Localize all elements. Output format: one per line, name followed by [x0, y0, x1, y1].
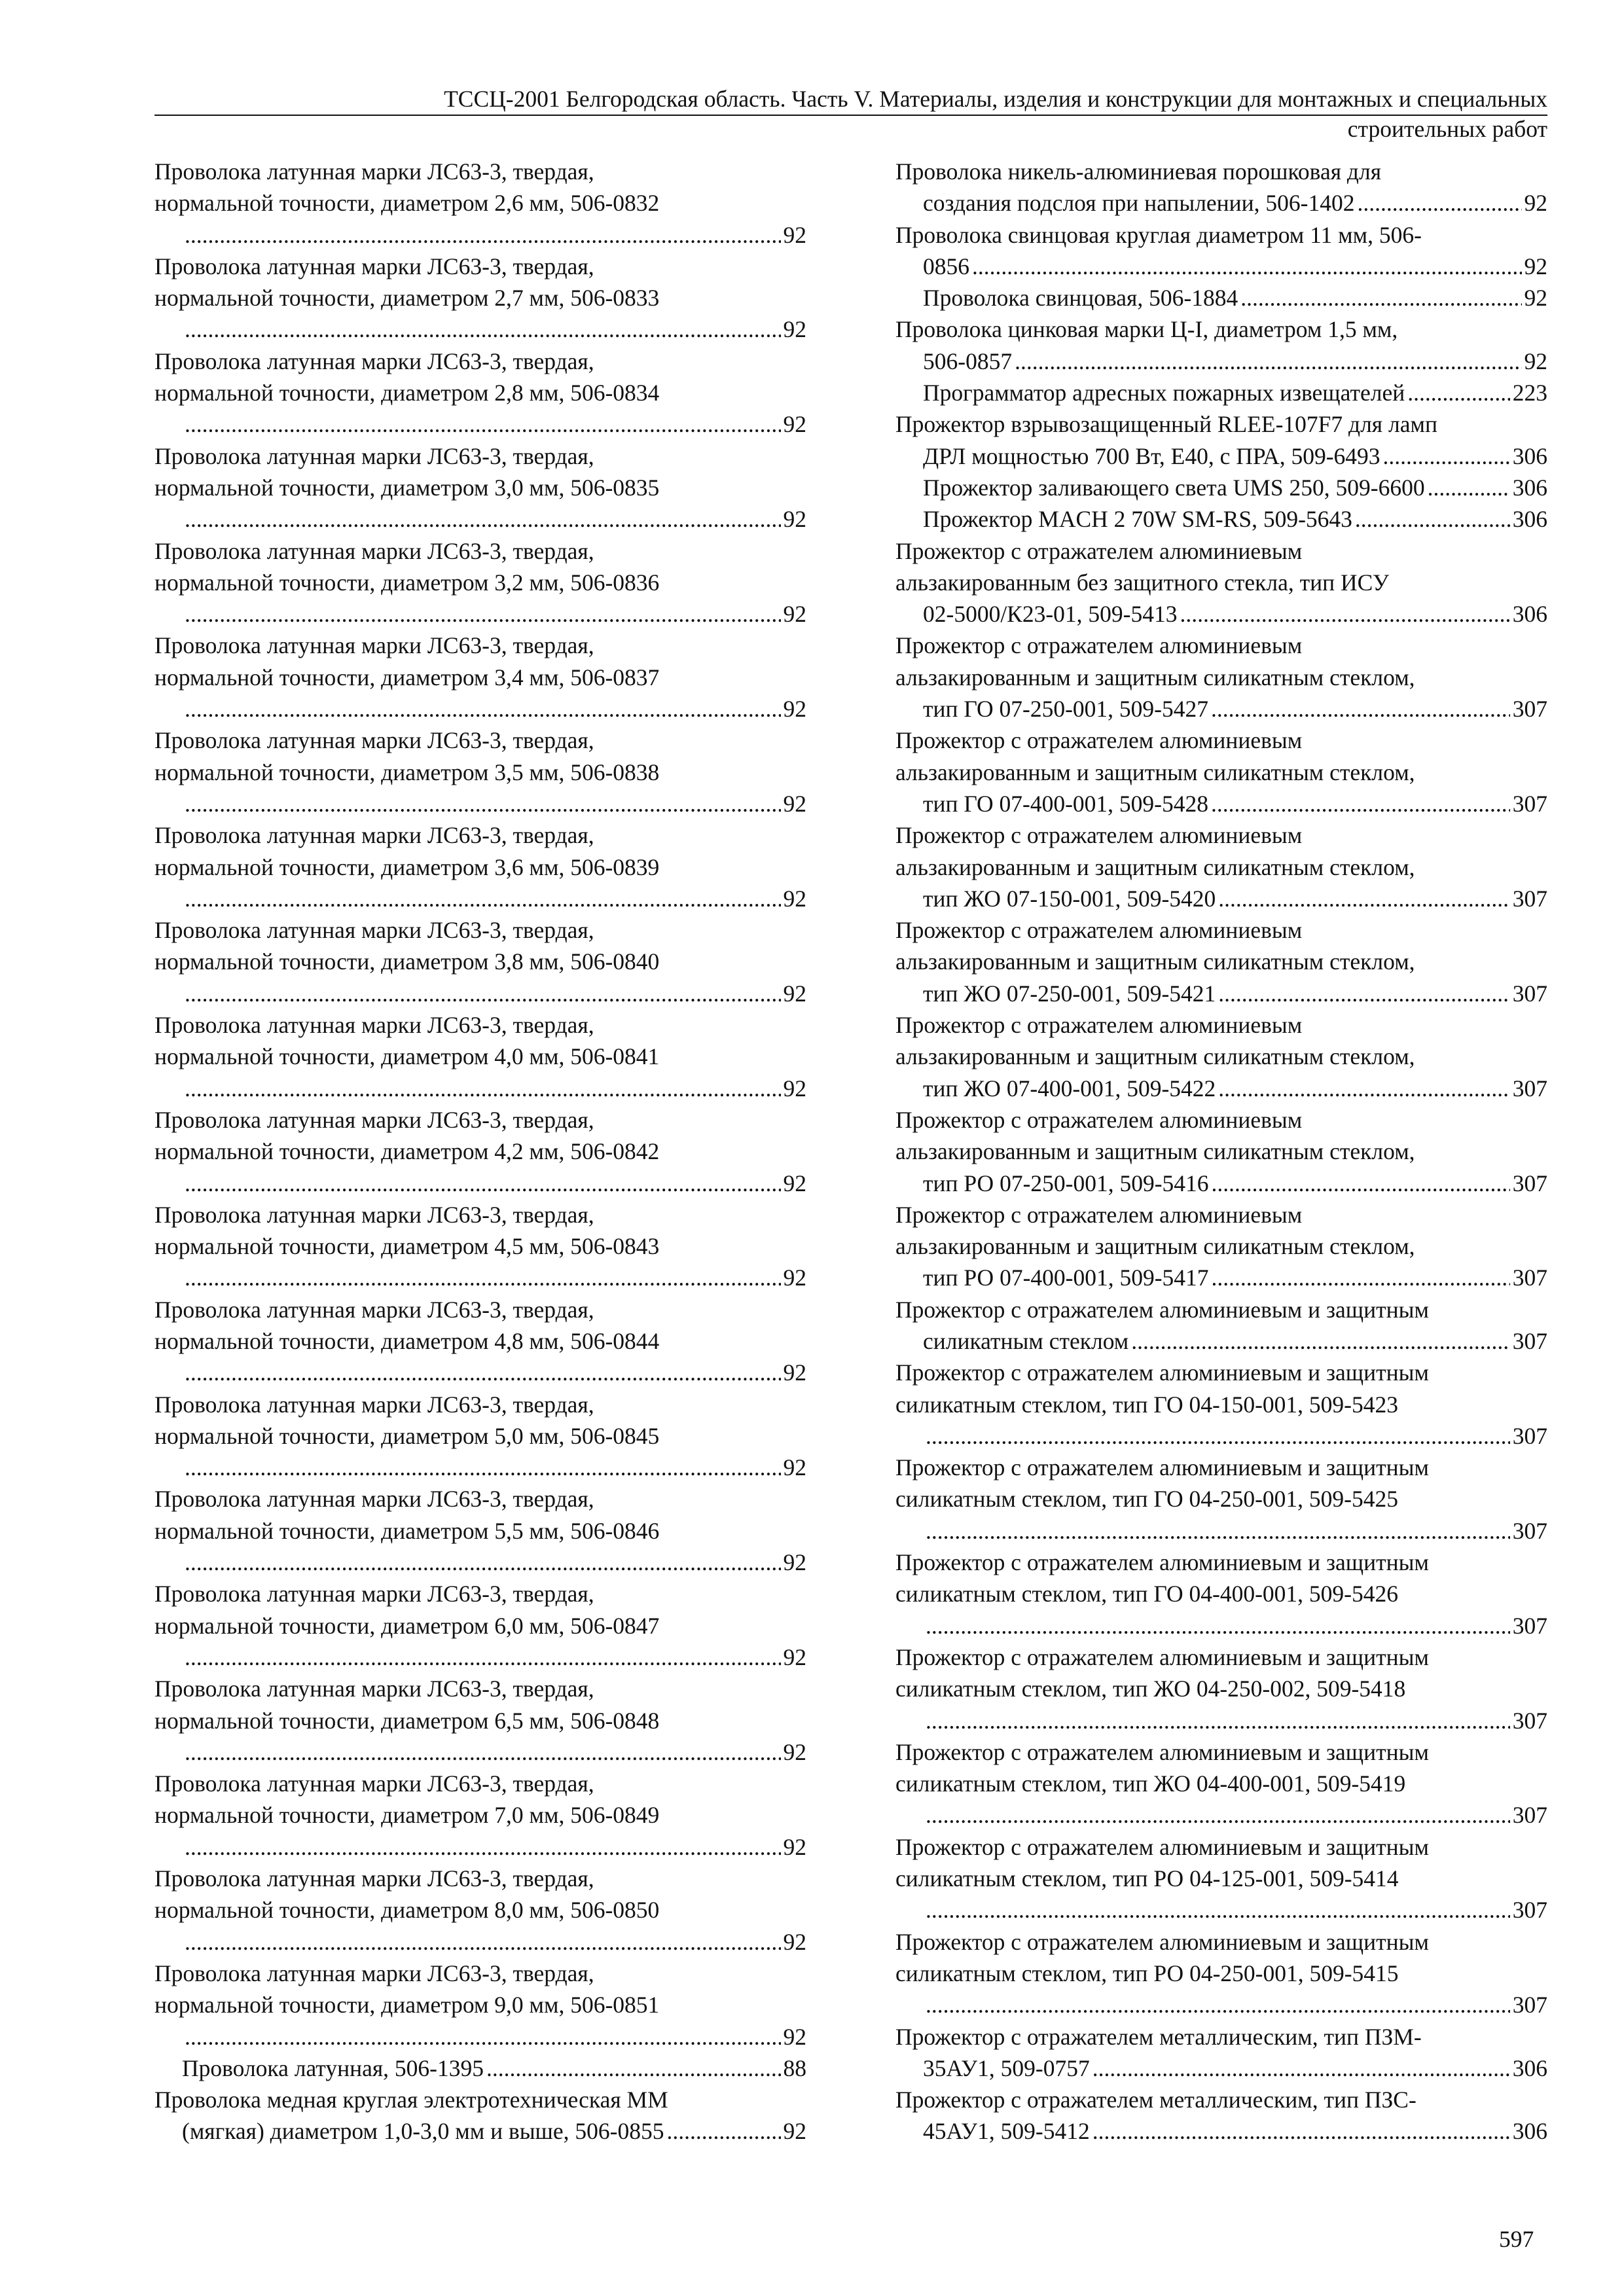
entry-text-line: альзакированным и защитным силикатным стеклом, — [895, 948, 1415, 975]
entry-page-number: 92 — [783, 1549, 806, 1576]
entry-text-line: Проволока латунная марки ЛС63-3, твердая, — [154, 348, 594, 374]
index-entry — [154, 1863, 806, 1958]
entry-text-line: нормальной точности, диаметром 4,5 мм, 506-0843 — [154, 1233, 660, 1260]
dot-leader — [1358, 187, 1522, 219]
entry-text-line: Прожектор с отражателем алюминиевым — [895, 1012, 1303, 1039]
entry-page-number: 92 — [783, 1075, 806, 1102]
index-entry — [895, 314, 1547, 377]
dot-leader — [926, 1515, 1510, 1547]
entry-leader-line — [923, 377, 1547, 408]
entry-leader-line — [923, 1325, 1547, 1357]
entry-leader-line — [182, 503, 806, 535]
entry-text-line: нормальной точности, диаметром 3,6 мм, 506-0839 — [154, 853, 660, 880]
entry-text-line: нормальной точности, диаметром 6,0 мм, 506-0847 — [154, 1612, 660, 1639]
dot-leader — [1015, 346, 1521, 377]
entry-leader-line — [923, 346, 1547, 377]
entry-leader-line — [923, 187, 1547, 219]
entry-text-line: альзакированным и защитным силикатным стеклом, — [895, 853, 1415, 880]
entry-text-line: Проволока никель-алюминиевая порошковая для — [895, 158, 1382, 185]
index-entry — [895, 1104, 1547, 1199]
index-entry — [154, 630, 806, 725]
entry-text-line: Проволока латунная марки ЛС63-3, твердая, — [154, 442, 594, 469]
entry-page-number: 92 — [783, 1928, 806, 1955]
entry-leader-line — [923, 598, 1547, 630]
entry-page-number: 306 — [1512, 442, 1547, 469]
entry-text-line: нормальной точности, диаметром 6,5 мм, 506-0848 — [154, 1707, 660, 1734]
entry-text-line: Проволока свинцовая, 506-1884 — [923, 285, 1238, 312]
entry-leader-line — [923, 1073, 1547, 1104]
entry-text-line: нормальной точности, диаметром 4,8 мм, 506-0844 — [154, 1327, 660, 1354]
index-entry — [154, 2084, 806, 2147]
entry-text-line: силикатным стеклом, тип ГО 04-400-001, 509-5426 — [895, 1581, 1398, 1607]
entry-page-number: 92 — [1524, 348, 1547, 374]
dot-leader — [185, 978, 781, 1009]
dot-leader — [972, 251, 1522, 282]
entry-leader-line — [182, 1831, 806, 1863]
entry-text-line: нормальной точности, диаметром 7,0 мм, 506-0849 — [154, 1802, 660, 1829]
entry-leader-line — [182, 883, 806, 914]
dot-leader — [1211, 693, 1510, 725]
entry-text-line: 45АУ1, 509-5412 — [923, 2118, 1090, 2145]
entry-text-line: Прожектор с отражателем алюминиевым — [895, 727, 1303, 754]
entry-text-line: нормальной точности, диаметром 5,5 мм, 506-0846 — [154, 1517, 660, 1544]
dot-leader — [1092, 2053, 1510, 2084]
entry-text-line: Программатор адресных пожарных извещателей — [923, 380, 1405, 406]
entry-text-line: Проволока латунная марки ЛС63-3, твердая, — [154, 632, 594, 659]
dot-leader — [1212, 1168, 1510, 1199]
entry-text-line: Проволока свинцовая круглая диаметром 11 мм, 506- — [895, 221, 1422, 248]
index-entry — [154, 2053, 806, 2084]
entry-leader-line — [923, 1705, 1547, 1736]
entry-text-line: Проволока латунная марки ЛС63-3, твердая, — [154, 1012, 594, 1039]
index-entry — [154, 1199, 806, 1294]
entry-leader-line — [182, 1073, 806, 1104]
entry-text-line: Проволока латунная, 506-1395 — [182, 2054, 484, 2081]
entry-page-number: 307 — [1512, 885, 1547, 912]
entry-page-number: 307 — [1512, 1422, 1547, 1449]
entry-page-number: 92 — [783, 316, 806, 343]
entry-text-line: нормальной точности, диаметром 3,8 мм, 506-0840 — [154, 948, 660, 975]
entry-text-line: альзакированным без защитного стекла, тип ИСУ — [895, 569, 1389, 596]
entry-text-line: силикатным стеклом, тип ГО 04-150-001, 509-5423 — [895, 1391, 1398, 1418]
index-entry — [895, 1641, 1547, 1736]
entry-text-line: тип ГО 07-250-001, 509-5427 — [923, 696, 1209, 723]
entry-page-number: 92 — [783, 2023, 806, 2050]
entry-page-number: 307 — [1512, 1707, 1547, 1734]
dot-leader — [185, 1736, 781, 1768]
entry-page-number: 92 — [783, 2118, 806, 2145]
index-entry — [154, 1673, 806, 1768]
entry-page-number: 306 — [1512, 2118, 1547, 2145]
entry-text-line: Проволока латунная марки ЛС63-3, твердая, — [154, 1676, 594, 1702]
entry-page-number: 92 — [783, 1454, 806, 1481]
entry-text-line: нормальной точности, диаметром 3,4 мм, 506-0837 — [154, 664, 660, 691]
dot-leader — [926, 1989, 1510, 2020]
index-entry — [895, 535, 1547, 630]
header-title-line-2: строительных работ — [1347, 116, 1547, 142]
entry-text-line: Прожектор с отражателем алюминиевым — [895, 1106, 1303, 1133]
entry-text-line: альзакированным и защитным силикатным стеклом, — [895, 759, 1415, 785]
entry-text-line: нормальной точности, диаметром 9,0 мм, 506-0851 — [154, 1992, 660, 2018]
entry-leader-line — [923, 883, 1547, 914]
entry-text-line: Прожектор с отражателем алюминиевым — [895, 537, 1303, 564]
entry-page-number: 92 — [783, 506, 806, 533]
page-header — [154, 84, 1547, 144]
dot-leader — [926, 1799, 1510, 1831]
index-entry — [895, 1294, 1547, 1357]
entry-leader-line — [182, 693, 806, 725]
entry-page-number: 306 — [1512, 506, 1547, 533]
entry-text-line: альзакированным и защитным силикатным стеклом, — [895, 1043, 1415, 1070]
dot-leader — [1383, 440, 1510, 472]
index-entry — [154, 1483, 806, 1578]
index-entry — [895, 1831, 1547, 1926]
entry-text-line: нормальной точности, диаметром 2,6 мм, 506-0832 — [154, 190, 660, 217]
entry-text-line: нормальной точности, диаметром 5,0 мм, 506-0845 — [154, 1422, 660, 1449]
dot-leader — [185, 693, 781, 725]
entry-leader-line — [182, 1641, 806, 1673]
entry-page-number: 92 — [783, 1833, 806, 1860]
entry-page-number: 92 — [783, 885, 806, 912]
dot-leader — [926, 1705, 1510, 1736]
entry-text-line: Проволока латунная марки ЛС63-3, твердая, — [154, 1486, 594, 1513]
entry-text-line: Проволока латунная марки ЛС63-3, твердая, — [154, 1581, 594, 1607]
entry-text-line: альзакированным и защитным силикатным стеклом, — [895, 1233, 1415, 1260]
entry-page-number: 307 — [1512, 1327, 1547, 1354]
dot-leader — [1092, 2115, 1510, 2147]
dot-leader — [926, 1420, 1510, 1452]
entry-page-number: 92 — [783, 1359, 806, 1386]
entry-text-line: Проволока латунная марки ЛС63-3, твердая, — [154, 1296, 594, 1323]
index-entry — [154, 1578, 806, 1673]
header-rule — [154, 115, 1547, 116]
dot-leader — [1131, 1325, 1510, 1357]
entry-text-line: Прожектор с отражателем алюминиевым и защитным — [895, 1738, 1429, 1765]
entry-text-line: 02-5000/К23-01, 509-5413 — [923, 601, 1178, 628]
entry-text-line: нормальной точности, диаметром 3,0 мм, 506-0835 — [154, 474, 660, 501]
entry-page-number: 307 — [1512, 1897, 1547, 1924]
entry-leader-line — [923, 2115, 1547, 2147]
entry-leader-line — [182, 978, 806, 1009]
entry-leader-line — [923, 1610, 1547, 1641]
entry-leader-line — [923, 1168, 1547, 1199]
dot-leader — [185, 314, 781, 345]
index-entry — [154, 440, 806, 535]
index-entry — [895, 2084, 1547, 2147]
entry-leader-line — [923, 472, 1547, 503]
entry-page-number: 92 — [783, 601, 806, 628]
entry-text-line: Проволока латунная марки ЛС63-3, твердая, — [154, 1770, 594, 1797]
dot-leader — [1428, 472, 1510, 503]
dot-leader — [185, 788, 781, 819]
entry-text-line: Проволока латунная марки ЛС63-3, твердая, — [154, 1960, 594, 1986]
entry-text-line: Прожектор с отражателем алюминиевым и защитным — [895, 1359, 1429, 1386]
index-entry — [154, 1104, 806, 1199]
entry-leader-line — [923, 1262, 1547, 1293]
index-entry — [895, 1736, 1547, 1831]
entry-text-line: Прожектор с отражателем алюминиевым и защитным — [895, 1643, 1429, 1670]
entry-text-line: Прожектор с отражателем алюминиевым и защитным — [895, 1928, 1429, 1955]
entry-page-number: 306 — [1512, 2054, 1547, 2081]
entry-leader-line — [182, 314, 806, 345]
entry-text-line: 35АУ1, 509-0757 — [923, 2054, 1090, 2081]
entry-text-line: нормальной точности, диаметром 3,5 мм, 506-0838 — [154, 759, 660, 785]
index-entry — [895, 1547, 1547, 1641]
dot-leader — [185, 1926, 781, 1958]
entry-page-number: 92 — [783, 411, 806, 438]
entry-leader-line — [923, 282, 1547, 314]
entry-page-number: 307 — [1512, 1265, 1547, 1291]
entry-text-line: Проволока латунная марки ЛС63-3, твердая, — [154, 822, 594, 849]
entry-leader-line — [923, 503, 1547, 535]
entry-leader-line — [182, 788, 806, 819]
dot-leader — [926, 1894, 1510, 1926]
entry-text-line: альзакированным и защитным силикатным стеклом, — [895, 1138, 1415, 1165]
entry-text-line: силикатным стеклом, тип ГО 04-250-001, 509-5425 — [895, 1486, 1398, 1513]
entry-leader-line — [182, 219, 806, 251]
entry-text-line: Проволока латунная марки ЛС63-3, твердая, — [154, 253, 594, 279]
index-entry — [895, 1009, 1547, 1104]
entry-page-number: 307 — [1512, 696, 1547, 723]
index-entry — [895, 408, 1547, 472]
entry-leader-line — [923, 693, 1547, 725]
entry-text-line: тип ЖО 07-150-001, 509-5420 — [923, 885, 1216, 912]
entry-text-line: Проволока латунная марки ЛС63-3, твердая, — [154, 727, 594, 754]
entry-leader-line — [923, 1989, 1547, 2020]
index-entry — [154, 535, 806, 630]
entry-text-line: Проволока медная круглая электротехническая ММ — [154, 2087, 668, 2113]
dot-leader — [185, 219, 781, 251]
entry-text-line: Прожектор MACH 2 70W SM-RS, 509-5643 — [923, 506, 1352, 533]
entry-text-line: тип РО 07-250-001, 509-5416 — [923, 1170, 1209, 1196]
entry-page-number: 307 — [1512, 980, 1547, 1007]
entry-leader-line — [182, 2021, 806, 2053]
dot-leader — [185, 883, 781, 914]
index-entry — [154, 1294, 806, 1389]
dot-leader — [1355, 503, 1510, 535]
index-entry — [154, 725, 806, 819]
entry-text-line: Проволока латунная марки ЛС63-3, твердая, — [154, 917, 594, 944]
entry-leader-line — [923, 1799, 1547, 1831]
entry-text-line: силикатным стеклом, тип ЖО 04-400-001, 509-5419 — [895, 1770, 1406, 1797]
entry-text-line: силикатным стеклом, тип ЖО 04-250-002, 509-5418 — [895, 1676, 1406, 1702]
dot-leader — [185, 1831, 781, 1863]
dot-leader — [185, 2021, 781, 2053]
dot-leader — [1212, 1262, 1510, 1293]
entry-page-number: 92 — [783, 1265, 806, 1291]
entry-page-number: 88 — [783, 2054, 806, 2081]
entry-page-number: 92 — [783, 1170, 806, 1196]
entry-text-line: Прожектор с отражателем алюминиевым — [895, 822, 1303, 849]
dot-leader — [185, 1168, 781, 1199]
entry-page-number: 307 — [1512, 1075, 1547, 1102]
entry-leader-line — [923, 440, 1547, 472]
entry-text-line: нормальной точности, диаметром 2,8 мм, 506-0834 — [154, 380, 660, 406]
entry-text-line: Прожектор с отражателем металлическим, тип ПЗС- — [895, 2087, 1416, 2113]
entry-text-line: Проволока латунная марки ЛС63-3, твердая, — [154, 537, 594, 564]
header-title-line-1: ТССЦ-2001 Белгородская область. Часть V. Материалы, изделия и конструкции для монтажных и специальных — [444, 86, 1547, 112]
index-entry — [154, 1958, 806, 2053]
entry-page-number: 92 — [1524, 285, 1547, 312]
entry-text-line: Прожектор заливающего света UMS 250, 509-6600 — [923, 474, 1425, 501]
entry-text-line: Прожектор с отражателем алюминиевым и защитным — [895, 1549, 1429, 1576]
index-entry — [154, 1768, 806, 1863]
entry-leader-line — [923, 1420, 1547, 1452]
entry-page-number: 306 — [1512, 474, 1547, 501]
entry-text-line: тип ЖО 07-400-001, 509-5422 — [923, 1075, 1216, 1102]
entry-text-line: Прожектор с отражателем алюминиевым — [895, 917, 1303, 944]
index-entry — [895, 819, 1547, 914]
entry-text-line: Прожектор взрывозащищенный RLEE-107F7 для ламп — [895, 411, 1437, 438]
entry-page-number: 223 — [1512, 380, 1547, 406]
entry-page-number: 92 — [783, 790, 806, 817]
dot-leader — [185, 1262, 781, 1293]
entry-text-line: ДРЛ мощностью 700 Вт, Е40, с ПРА, 509-6493 — [923, 442, 1380, 469]
entry-leader-line — [182, 1168, 806, 1199]
entry-leader-line — [923, 788, 1547, 819]
index-entry — [895, 725, 1547, 819]
index-entry — [895, 282, 1547, 314]
entry-page-number: 92 — [783, 1738, 806, 1765]
entry-page-number: 92 — [783, 696, 806, 723]
entry-page-number: 92 — [1524, 190, 1547, 217]
dot-leader — [1240, 282, 1521, 314]
entry-text-line: Прожектор с отражателем алюминиевым — [895, 1201, 1303, 1228]
index-entry — [895, 156, 1547, 219]
entry-text-line: Проволока латунная марки ЛС63-3, твердая, — [154, 1865, 594, 1892]
entry-leader-line — [182, 1357, 806, 1388]
entry-page-number: 307 — [1512, 1992, 1547, 2018]
entry-text-line: (мягкая) диаметром 1,0-3,0 мм и выше, 506-0855 — [182, 2118, 664, 2145]
entry-leader-line — [923, 1894, 1547, 1926]
entry-text-line: Прожектор с отражателем алюминиевым — [895, 632, 1303, 659]
dot-leader — [486, 2053, 781, 2084]
dot-leader — [185, 1452, 781, 1483]
dot-leader — [1407, 377, 1510, 408]
page-number: 597 — [1499, 2226, 1534, 2252]
dot-leader — [185, 503, 781, 535]
dot-leader — [185, 1547, 781, 1578]
entry-text-line: нормальной точности, диаметром 3,2 мм, 506-0836 — [154, 569, 660, 596]
index-entry — [895, 630, 1547, 725]
entry-text-line: нормальной точности, диаметром 8,0 мм, 506-0850 — [154, 1897, 660, 1924]
entry-text-line: силикатным стеклом, тип РО 04-250-001, 509-5415 — [895, 1960, 1399, 1986]
entry-leader-line — [182, 2115, 806, 2147]
entry-leader-line — [923, 1515, 1547, 1547]
entry-text-line: тип ЖО 07-250-001, 509-5421 — [923, 980, 1216, 1007]
index-entry — [154, 914, 806, 1009]
entry-leader-line — [923, 2053, 1547, 2084]
dot-leader — [926, 1610, 1510, 1641]
entry-leader-line — [182, 1262, 806, 1293]
dot-leader — [1211, 788, 1510, 819]
entry-page-number: 307 — [1512, 790, 1547, 817]
entry-text-line: Проволока латунная марки ЛС63-3, твердая, — [154, 1391, 594, 1418]
entry-text-line: тип ГО 07-400-001, 509-5428 — [923, 790, 1209, 817]
index-entry — [154, 156, 806, 251]
dot-leader — [185, 1357, 781, 1388]
index-column-right — [895, 156, 1547, 2147]
entry-leader-line — [923, 978, 1547, 1009]
entry-text-line: нормальной точности, диаметром 4,2 мм, 506-0842 — [154, 1138, 660, 1165]
entry-page-number: 307 — [1512, 1170, 1547, 1196]
index-entry — [154, 346, 806, 440]
entry-leader-line — [923, 251, 1547, 282]
index-entry — [895, 377, 1547, 408]
entry-leader-line — [182, 2053, 806, 2084]
entry-text-line: Проволока латунная марки ЛС63-3, твердая, — [154, 1106, 594, 1133]
entry-page-number: 307 — [1512, 1612, 1547, 1639]
dot-leader — [1218, 978, 1509, 1009]
entry-text-line: 0856 — [923, 253, 969, 279]
entry-text-line: нормальной точности, диаметром 4,0 мм, 506-0841 — [154, 1043, 660, 1070]
entry-text-line: Проволока латунная марки ЛС63-3, твердая, — [154, 158, 594, 185]
index-entry — [895, 914, 1547, 1009]
entry-text-line: Прожектор с отражателем алюминиевым и защитным — [895, 1296, 1429, 1323]
entry-text-line: Прожектор с отражателем металлическим, тип ПЗМ- — [895, 2023, 1422, 2050]
entry-leader-line — [182, 1547, 806, 1578]
dot-leader — [185, 1073, 781, 1104]
dot-leader — [1218, 1073, 1509, 1104]
entry-leader-line — [182, 1926, 806, 1958]
entry-text-line: альзакированным и защитным силикатным стеклом, — [895, 664, 1415, 691]
entry-text-line: Проволока цинковая марки Ц-I, диаметром 1,5 мм, — [895, 316, 1398, 343]
index-entry — [154, 819, 806, 914]
index-entry — [895, 1452, 1547, 1547]
entry-page-number: 307 — [1512, 1517, 1547, 1544]
index-entry — [154, 1389, 806, 1484]
entry-text-line: Прожектор с отражателем алюминиевым и защитным — [895, 1454, 1429, 1481]
entry-text-line: Проволока латунная марки ЛС63-3, твердая, — [154, 1201, 594, 1228]
dot-leader — [185, 408, 781, 440]
entry-page-number: 92 — [1524, 253, 1547, 279]
entry-text-line: 506-0857 — [923, 348, 1013, 374]
entry-page-number: 307 — [1512, 1802, 1547, 1829]
entry-text-line: создания подслоя при напылении, 506-1402 — [923, 190, 1355, 217]
entry-leader-line — [182, 1452, 806, 1483]
index-entry — [895, 2021, 1547, 2085]
index-entry — [154, 251, 806, 346]
dot-leader — [185, 598, 781, 630]
index-entry — [154, 1009, 806, 1104]
entry-text-line: силикатным стеклом, тип РО 04-125-001, 509-5414 — [895, 1865, 1399, 1892]
entry-page-number: 92 — [783, 221, 806, 248]
index-entry — [895, 472, 1547, 503]
entry-leader-line — [182, 1736, 806, 1768]
index-entry — [895, 219, 1547, 283]
entry-text-line: Прожектор с отражателем алюминиевым и защитным — [895, 1833, 1429, 1860]
entry-text-line: нормальной точности, диаметром 2,7 мм, 506-0833 — [154, 285, 660, 312]
entry-page-number: 92 — [783, 980, 806, 1007]
dot-leader — [185, 1641, 781, 1673]
index-entry — [895, 1926, 1547, 2021]
entry-text-line: тип РО 07-400-001, 509-5417 — [923, 1265, 1209, 1291]
dot-leader — [666, 2115, 780, 2147]
entry-page-number: 92 — [783, 1643, 806, 1670]
entry-leader-line — [182, 598, 806, 630]
index-entry — [895, 1199, 1547, 1294]
index-entry — [895, 503, 1547, 535]
entry-text-line: силикатным стеклом — [923, 1327, 1129, 1354]
index-column-left — [154, 156, 806, 2147]
entry-page-number: 306 — [1512, 601, 1547, 628]
entry-leader-line — [182, 408, 806, 440]
index-entry — [895, 1357, 1547, 1452]
dot-leader — [1218, 883, 1509, 914]
dot-leader — [1180, 598, 1510, 630]
